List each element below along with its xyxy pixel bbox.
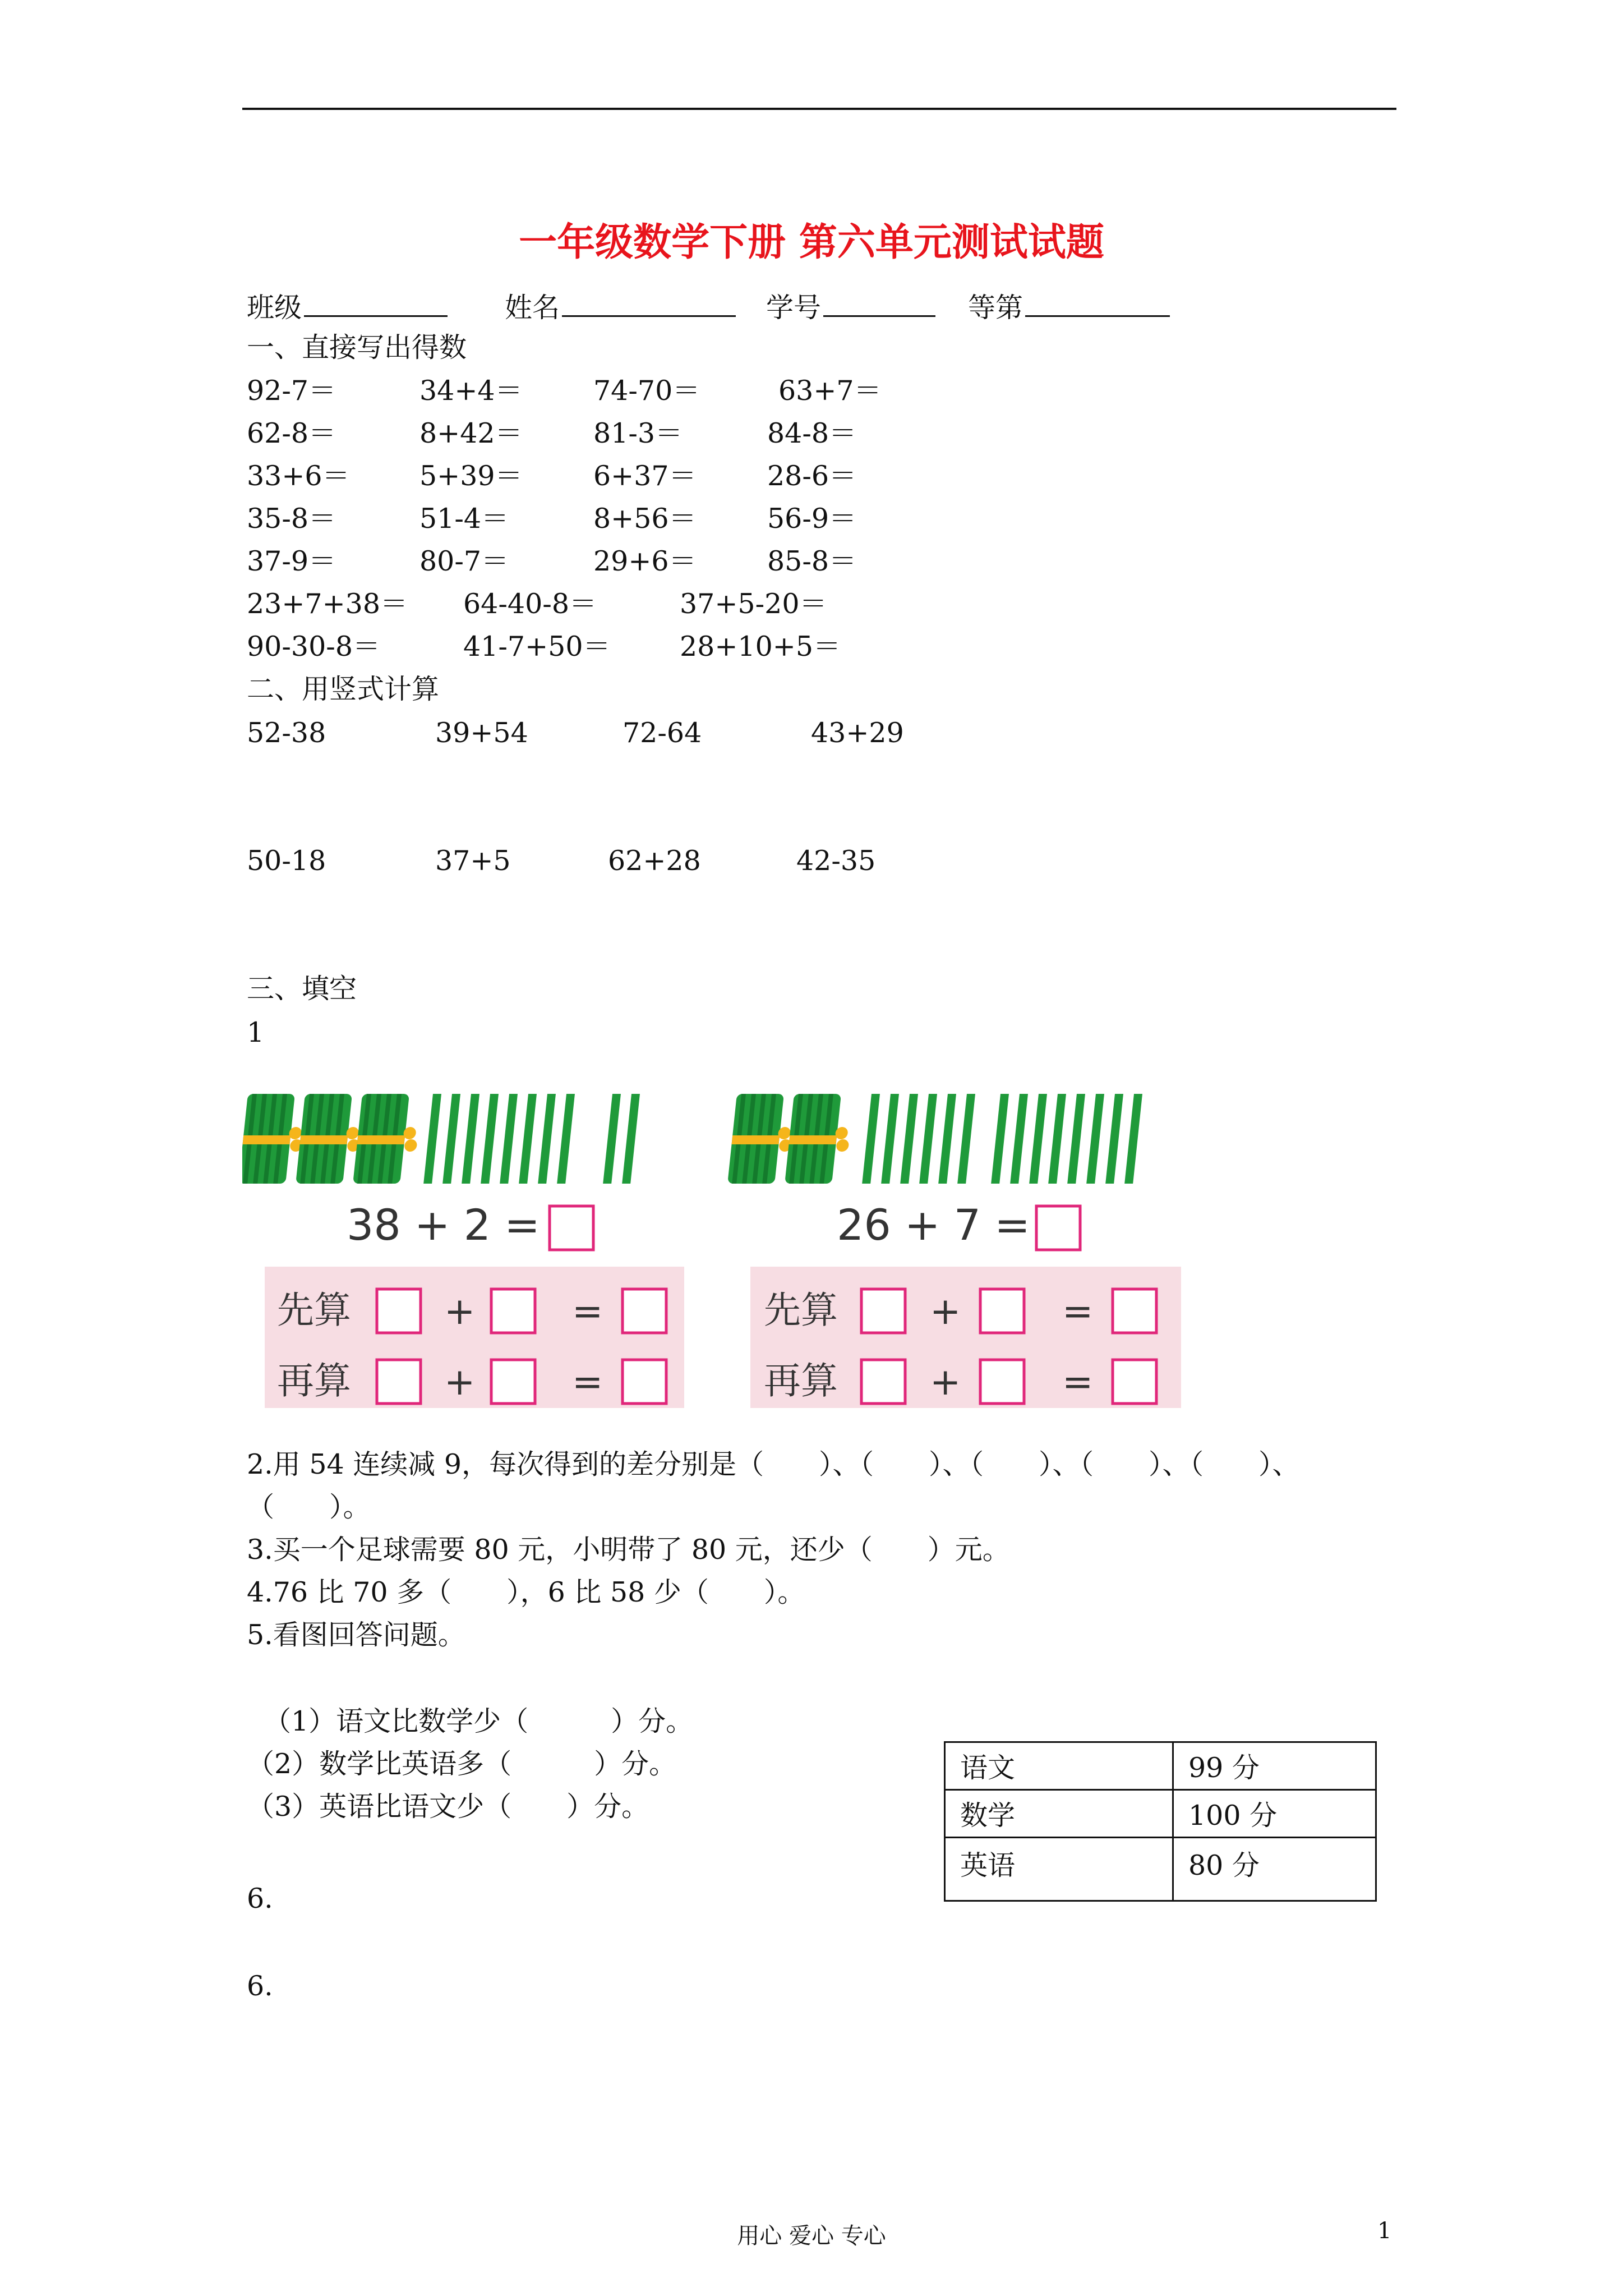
calc-item: 56-9＝ [767, 503, 857, 535]
step-box[interactable] [491, 1360, 535, 1404]
equals-sign: = [572, 1360, 603, 1404]
grade-field [968, 291, 1170, 324]
class-label: 班级 [247, 292, 302, 324]
class-field [247, 291, 448, 324]
grade-label: 等第 [968, 292, 1023, 324]
student-id-field [766, 291, 935, 324]
page-title: 一年级数学下册 第六单元测试试题 [519, 220, 1104, 265]
plus-sign: + [444, 1360, 476, 1404]
question-3: 3.买一个足球需要 80 元，小明带了 80 元，还少（ ）元。 [247, 1534, 1010, 1566]
question-5-sub-1: （1）语文比数学少（ ）分。 [264, 1705, 694, 1737]
calc-item: 8+42＝ [419, 417, 523, 449]
step-box[interactable] [861, 1289, 905, 1333]
table-cell: 99 分 [1173, 1742, 1376, 1790]
calc-item: 8+56＝ [593, 503, 697, 535]
step-box[interactable] [861, 1360, 905, 1404]
equals-sign: = [1062, 1360, 1094, 1404]
grade-blank[interactable] [1025, 291, 1170, 317]
equals-sign: = [572, 1290, 603, 1333]
question-5: 5.看图回答问题。 [247, 1619, 465, 1651]
calc-item: 35-8＝ [247, 503, 336, 535]
calc-item: 29+6＝ [593, 545, 697, 577]
right-equation: 26 + 7 = [837, 1200, 1030, 1250]
step1-label: 先算 [277, 1289, 351, 1332]
student-id-blank[interactable] [823, 291, 935, 317]
left-equation: 38 + 2 = [347, 1200, 540, 1250]
footer-motto: 用心 爱心 专心 [737, 2223, 886, 2249]
equals-sign: = [1062, 1290, 1094, 1333]
question-6-first: 6. [247, 1883, 273, 1915]
name-field [505, 291, 736, 324]
calc-item: 62-8＝ [247, 417, 336, 449]
table-cell: 80 分 [1173, 1838, 1376, 1901]
left-answer-box[interactable] [550, 1206, 593, 1250]
plus-sign: + [930, 1290, 961, 1333]
calc-item: 81-3＝ [593, 417, 683, 449]
step-box[interactable] [980, 1360, 1024, 1404]
calc-item: 28-6＝ [767, 460, 857, 492]
vertical-calc-item: 42-35 [796, 845, 876, 877]
question-2-continued: （ ）。 [247, 1491, 371, 1523]
calc-item: 41-7+50＝ [463, 631, 611, 662]
scores-table [944, 1741, 1377, 1902]
calc-item: 5+39＝ [419, 460, 523, 492]
question-2: 2.用 54 连续减 9，每次得到的差分别是（ ）、（ ）、（ ）、（ ）、（ ）、 [247, 1448, 1300, 1480]
calc-item: 80-7＝ [419, 545, 509, 577]
calc-item: 85-8＝ [767, 545, 857, 577]
vertical-calc-item: 62+28 [608, 845, 701, 877]
section2-heading: 二、用竖式计算 [247, 673, 440, 705]
sticks-addition-figure [242, 1077, 1211, 1414]
vertical-calc-item: 43+29 [811, 717, 904, 749]
calc-item: 84-8＝ [767, 417, 857, 449]
step-box[interactable] [491, 1289, 535, 1333]
vertical-calc-item: 39+54 [435, 717, 528, 749]
calc-item: 64-40-8＝ [463, 588, 597, 620]
student-id-label: 学号 [766, 292, 822, 324]
question-1-label: 1 [247, 1016, 265, 1048]
table-row [945, 1790, 1376, 1838]
name-label: 姓名 [505, 292, 560, 324]
step-box[interactable] [623, 1360, 666, 1404]
calc-item: 74-70＝ [593, 375, 700, 407]
header-rule [242, 108, 1396, 110]
question-6-second: 6. [247, 1970, 273, 2002]
single-sticks-icon [862, 1094, 1142, 1184]
vertical-calc-item: 72-64 [623, 717, 702, 749]
calc-item: 51-4＝ [419, 503, 509, 535]
step-box[interactable] [1113, 1360, 1156, 1404]
step2-label: 再算 [277, 1359, 351, 1402]
step-box[interactable] [377, 1289, 421, 1333]
vertical-calc-item: 37+5 [435, 845, 511, 877]
vertical-calc-item: 50-18 [247, 845, 326, 877]
plus-sign: + [444, 1290, 476, 1333]
table-cell: 数学 [945, 1790, 1173, 1838]
calc-item: 6+37＝ [593, 460, 697, 492]
table-cell: 语文 [945, 1742, 1173, 1790]
right-answer-box[interactable] [1036, 1206, 1080, 1250]
plus-sign: + [930, 1360, 961, 1404]
vertical-calc-item: 52-38 [247, 717, 326, 749]
calc-item: 28+10+5＝ [680, 631, 841, 662]
table-cell: 100 分 [1173, 1790, 1376, 1838]
calc-item: 33+6＝ [247, 460, 350, 492]
question-4: 4.76 比 70 多（ ），6 比 58 少（ ）。 [247, 1576, 805, 1608]
step1-label: 先算 [764, 1289, 838, 1332]
bundle-of-ten-icon [785, 1094, 854, 1184]
calc-item: 63+7＝ [778, 375, 882, 407]
calc-item: 92-7＝ [247, 375, 336, 407]
calc-item: 23+7+38＝ [247, 588, 408, 620]
table-row [945, 1742, 1376, 1790]
question-5-sub-3: （3）英语比语文少（ ）分。 [247, 1791, 649, 1823]
step-box[interactable] [980, 1289, 1024, 1333]
step-box[interactable] [377, 1360, 421, 1404]
table-row [945, 1838, 1376, 1901]
table-cell: 英语 [945, 1838, 1173, 1901]
single-sticks-icon [423, 1094, 640, 1184]
step2-label: 再算 [764, 1359, 838, 1402]
step-box[interactable] [1113, 1289, 1156, 1333]
page-number: 1 [1377, 2218, 1392, 2244]
calc-item: 37-9＝ [247, 545, 336, 577]
class-blank[interactable] [304, 291, 448, 317]
bundle-of-ten-icon [353, 1094, 422, 1184]
question-5-sub-2: （2）数学比英语多（ ）分。 [247, 1748, 677, 1780]
calc-item: 37+5-20＝ [680, 588, 827, 620]
calc-item: 90-30-8＝ [247, 631, 380, 662]
section3-heading: 三、填空 [247, 973, 357, 1005]
step-box[interactable] [623, 1289, 666, 1333]
calc-item: 34+4＝ [419, 375, 523, 407]
section1-heading: 一、直接写出得数 [247, 332, 467, 364]
name-blank[interactable] [562, 291, 736, 317]
